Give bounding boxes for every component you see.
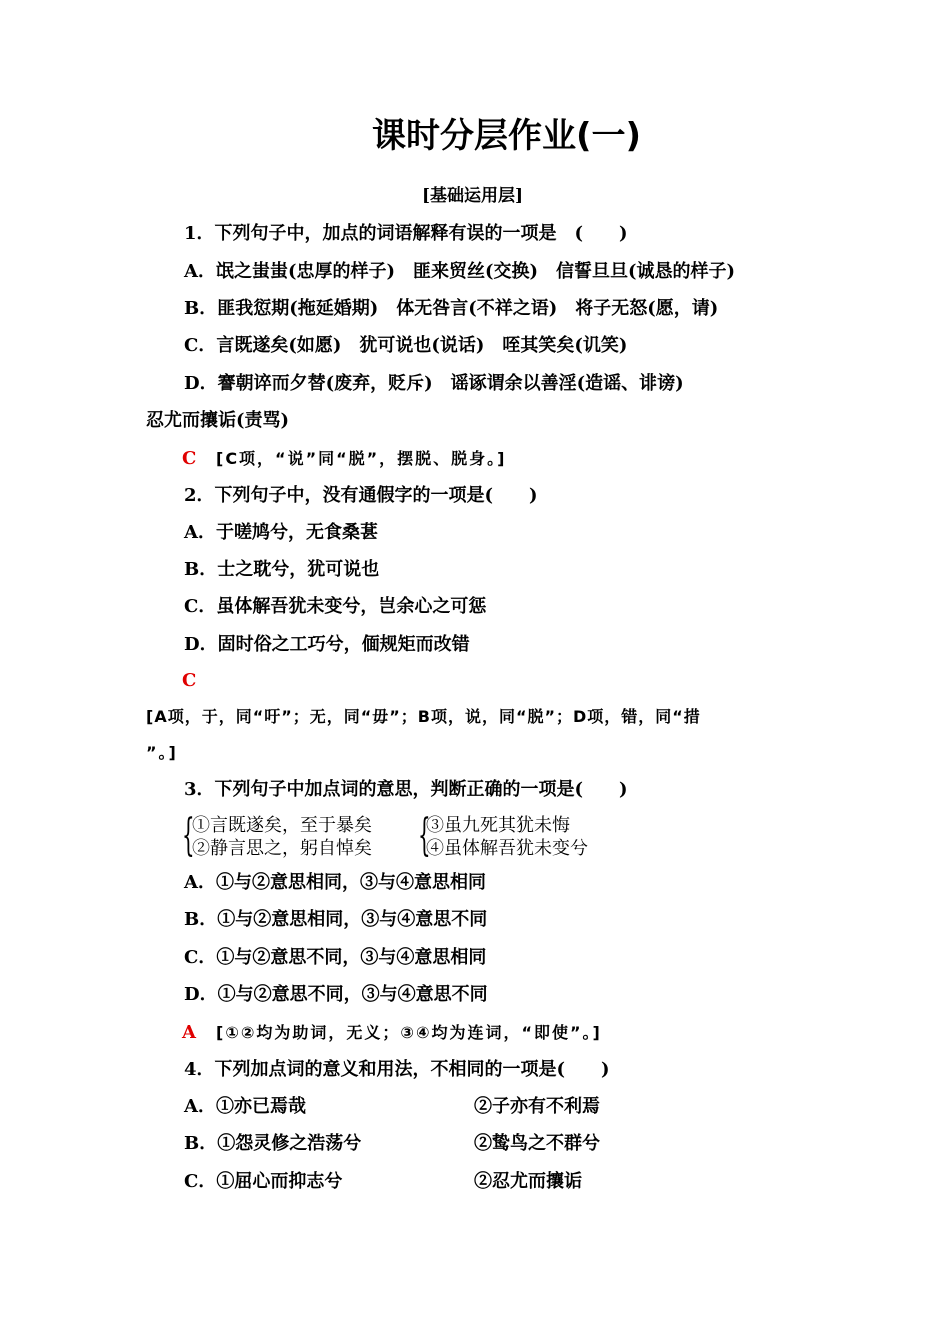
q3-sentence-1: ①言既遂矣，至于暴矣 bbox=[192, 815, 372, 836]
q1-explanation: [C项，“说”同“脱”，摆脱、脱身。] bbox=[216, 449, 507, 468]
q2-answer: C bbox=[182, 670, 197, 691]
q3-sentence-3: ③虽九死其犹未悔 bbox=[426, 815, 570, 836]
q3-sentence-4: ④虽体解吾犹未变兮 bbox=[426, 838, 588, 859]
q4-option-c-1: C．①屈心而抑志兮 bbox=[184, 1171, 343, 1192]
q1-option-b: B．匪我愆期(拖延婚期) 体无咎言(不祥之语) 将子无怒(愿，请) bbox=[184, 298, 719, 319]
q2-explanation: [A项，于，同“吁”；无，同“毋”；B项，说，同“脱”；D项，错，同“措 bbox=[146, 707, 701, 726]
q3-answer: A bbox=[182, 1022, 196, 1043]
q1-option-d: D．謇朝谇而夕替(废弃，贬斥) 谣诼谓余以善淫(造谣、诽谤) bbox=[184, 373, 684, 394]
q1-option-d-cont: 忍尤而攘诟(责骂) bbox=[146, 410, 290, 431]
q1-stem: 1．下列句子中，加点的词语解释有误的一项是 ( ) bbox=[184, 223, 628, 244]
q2-option-b: B．士之耽兮，犹可说也 bbox=[184, 559, 380, 580]
page-title: 课时分层作业(一) bbox=[372, 116, 642, 156]
q4-option-c-2: ②忍尤而攘诟 bbox=[474, 1171, 582, 1192]
section-heading: [基础运用层] bbox=[422, 186, 524, 206]
q4-option-a-2: ②子亦有不利焉 bbox=[474, 1096, 600, 1117]
q2-option-a: A．于嗟鸠兮，无食桑葚 bbox=[184, 522, 378, 543]
q4-option-b-2: ②鸷鸟之不群兮 bbox=[474, 1133, 600, 1154]
q2-option-d: D．固时俗之工巧兮，偭规矩而改错 bbox=[184, 634, 470, 655]
q4-option-a-1: A．①亦已焉哉 bbox=[184, 1096, 306, 1117]
q3-option-d: D．①与②意思不同，③与④意思不同 bbox=[184, 984, 488, 1005]
q3-option-a: A．①与②意思相同，③与④意思相同 bbox=[184, 872, 486, 893]
q2-option-c: C．虽体解吾犹未变兮，岂余心之可惩 bbox=[184, 596, 487, 617]
q3-explanation: [①②均为助词，无义；③④均为连词，“即使”。] bbox=[216, 1023, 602, 1042]
right-brace: { bbox=[418, 810, 431, 861]
q2-stem: 2．下列句子中，没有通假字的一项是( ) bbox=[184, 485, 538, 506]
q4-option-b-1: B．①怨灵修之浩荡兮 bbox=[184, 1133, 362, 1154]
q3-option-c: C．①与②意思不同，③与④意思相同 bbox=[184, 947, 487, 968]
q4-stem: 4．下列加点词的意义和用法，不相同的一项是( ) bbox=[184, 1059, 610, 1080]
left-brace: { bbox=[182, 810, 195, 861]
q1-option-a: A．氓之蚩蚩(忠厚的样子) 匪来贸丝(交换) 信誓旦旦(诚恳的样子) bbox=[184, 261, 736, 282]
q3-stem: 3．下列句子中加点词的意思，判断正确的一项是( ) bbox=[184, 779, 628, 800]
q2-explanation-cont: ”。] bbox=[146, 743, 178, 762]
q1-option-c: C．言既遂矣(如愿) 犹可说也(说话) 咥其笑矣(讥笑) bbox=[184, 335, 628, 356]
q3-sentence-2: ②静言思之，躬自悼矣 bbox=[192, 838, 372, 859]
q1-answer: C bbox=[182, 448, 197, 469]
q3-option-b: B．①与②意思相同，③与④意思不同 bbox=[184, 909, 488, 930]
